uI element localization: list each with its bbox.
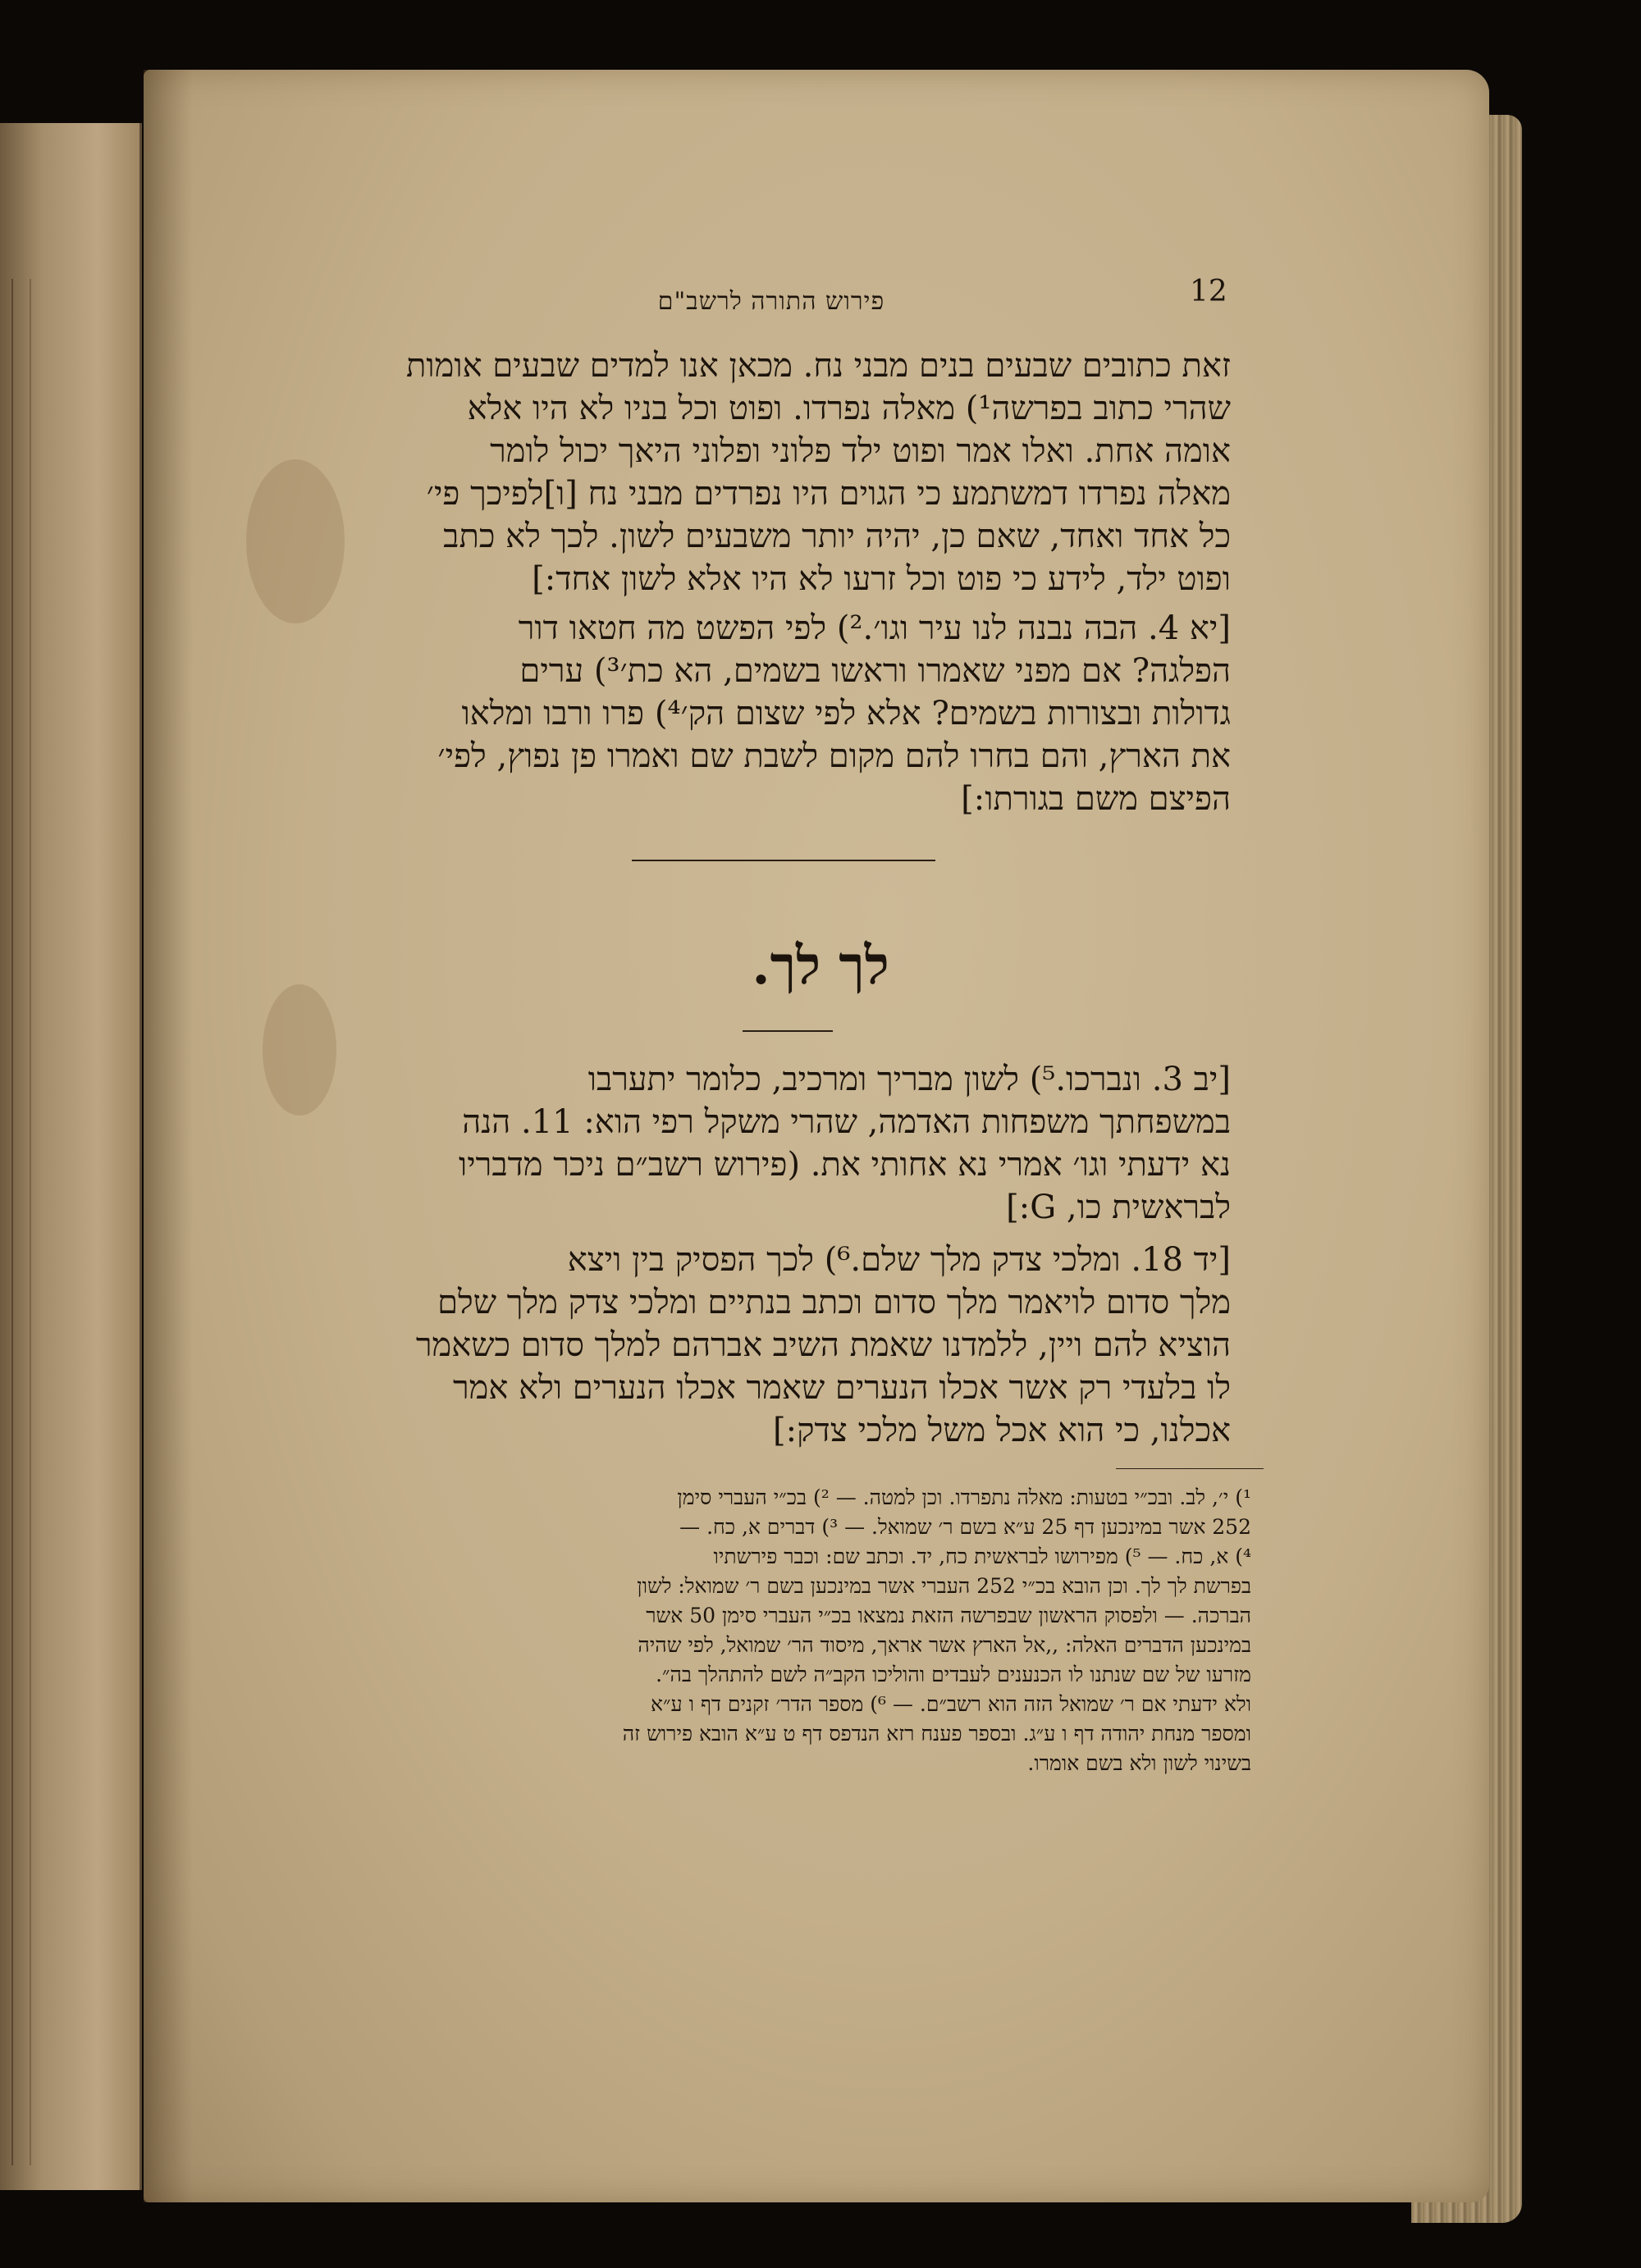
footnote-line: מזרעו של שם שנתנו לו הכנענים לעבדים והוליכו הקב״ה לשם להתהלך בה״. xyxy=(656,1663,1251,1686)
footnote-line: ⁴) א, כח. — ⁵) מפירושו לבראשית כח, יד. וכתב שם: וכבר פירשתיו xyxy=(713,1545,1251,1568)
paragraph-3 xyxy=(312,1058,1231,1229)
text-line: לבראשית כו, G:] xyxy=(1006,1189,1231,1226)
page-gutter-shadow xyxy=(144,70,193,2202)
section-divider-top xyxy=(632,860,935,861)
text-line: [יא 4. הבה נבנה לנו עיר וגו׳.²) לפי הפשט מה חטאו דור xyxy=(518,609,1231,647)
footnote-line: ומספר מנחת יהודה דף ו ע״ג. ובספר פענח רזא הנדפס דף ט ע״א הובא פירוש זה xyxy=(622,1722,1251,1745)
text-line: הפיצם משם בגורתו:] xyxy=(961,780,1231,818)
text-line: [יב 3. ונברכו.⁵) לשון מבריך ומרכיב, כלומר יתערבו xyxy=(587,1061,1231,1098)
footnote-line: ¹) י׳, לב. ובכ״י בטעות: מאלה נתפרדו. וכן למטה. — ²) בכ״י העברי סימן xyxy=(677,1485,1251,1509)
section-title: לך לך. xyxy=(752,935,889,997)
text-line: הוציא להם ויין, ללמדנו שאמת השיב אברהם למלך סדום כשאמר xyxy=(415,1326,1231,1364)
paragraph-4 xyxy=(312,1239,1231,1452)
page-number: 12 xyxy=(1190,275,1227,308)
text-line: אומה אחת. ואלו אמר ופוט ילד פלוני ופלוני היאך יכול לומר xyxy=(490,432,1231,470)
footnote-line: ולא ידעתי אם ר׳ שמואל הזה הוא רשב״ם. — ⁶) מספר הדר׳ זקנים דף ו ע״א xyxy=(651,1692,1251,1716)
footnote-line: הברכה. — ולפסוק הראשון שבפרשה הזאת נמצאו בכ״י העברי סימן 50 אשר xyxy=(646,1604,1251,1627)
footnote-line: במינכען הדברים האלה: ,,אל הארץ אשר אראך, מיסוד הר׳ שמואל, לפי שהיה xyxy=(638,1633,1251,1657)
text-line: [יד 18. ומלכי צדק מלך שלם.⁶) לכך הפסיק בין ויצא xyxy=(567,1241,1231,1279)
text-line: במשפחתך משפחות האדמה, שהרי משקל רפי הוא: 11. הנה xyxy=(462,1103,1231,1141)
text-line: נא ידעתי וגו׳ אמרי נא אחותי את. (פירוש רשב״ם ניכר מדבריו xyxy=(458,1146,1231,1184)
footnote-line: בשינוי לשון ולא בשם אומרו. xyxy=(1027,1751,1251,1775)
text-line: הפלגה? אם מפני שאמרו וראשו בשמים, הא כת׳³) ערים xyxy=(519,652,1231,690)
text-line: אכלנו, כי הוא אכל משל מלכי צדק:] xyxy=(773,1412,1231,1449)
page-fold-lines xyxy=(11,279,31,2165)
text-line: שהרי כתוב בפרשה¹) מאלה נפרדו. ופוט וכל בניו לא היו אלא xyxy=(467,390,1231,427)
text-line: מאלה נפרדו דמשתמע כי הגוים היו נפרדים מבני נח [ו]לפיכך פי׳ xyxy=(426,475,1231,513)
text-line: לו בלעדי רק אשר אכלו הנערים שאמר אכלו הנערים ולא אמר xyxy=(453,1369,1231,1407)
text-line: כל אחד ואחד, שאם כן, יהיה יותר משבעים לשון. לכך לא כתב xyxy=(443,518,1231,555)
running-header: פירוש התורה לרשב"ם xyxy=(657,287,885,316)
text-line: את הארץ, והם בחרו להם מקום לשבת שם ואמרו פן נפוץ, לפי׳ xyxy=(437,737,1231,775)
text-line: זאת כתובים שבעים בנים מבני נח. מכאן אנו למדים שבעים אומות xyxy=(406,347,1231,385)
section-title-underline xyxy=(743,1030,833,1032)
footnote-line: בפרשת לך לך. וכן הובא בכ״י 252 העברי אשר במינכען בשם ר׳ שמואל: לשון xyxy=(637,1574,1251,1598)
paragraph-1 xyxy=(312,345,1231,600)
paragraph-2 xyxy=(312,607,1231,820)
previous-page-edge xyxy=(0,123,142,2190)
footnote-separator xyxy=(1116,1468,1264,1469)
text-line: גדולות ובצורות בשמים? אלא לפי שצום הק׳⁴) פרו ורבו ומלאו xyxy=(461,695,1231,732)
footnote-line: 252 אשר במינכען דף 25 ע״א בשם ר׳ שמואל. — ³) דברים א, כח. — xyxy=(679,1515,1251,1539)
text-line: ופוט ילד, לידע כי פוט וכל זרעו לא היו אלא לשון אחד:] xyxy=(532,560,1231,598)
text-line: מלך סדום לויאמר מלך סדום וכתב בנתיים ומלכי צדק מלך שלם xyxy=(437,1284,1231,1321)
footnotes xyxy=(299,1483,1251,1778)
